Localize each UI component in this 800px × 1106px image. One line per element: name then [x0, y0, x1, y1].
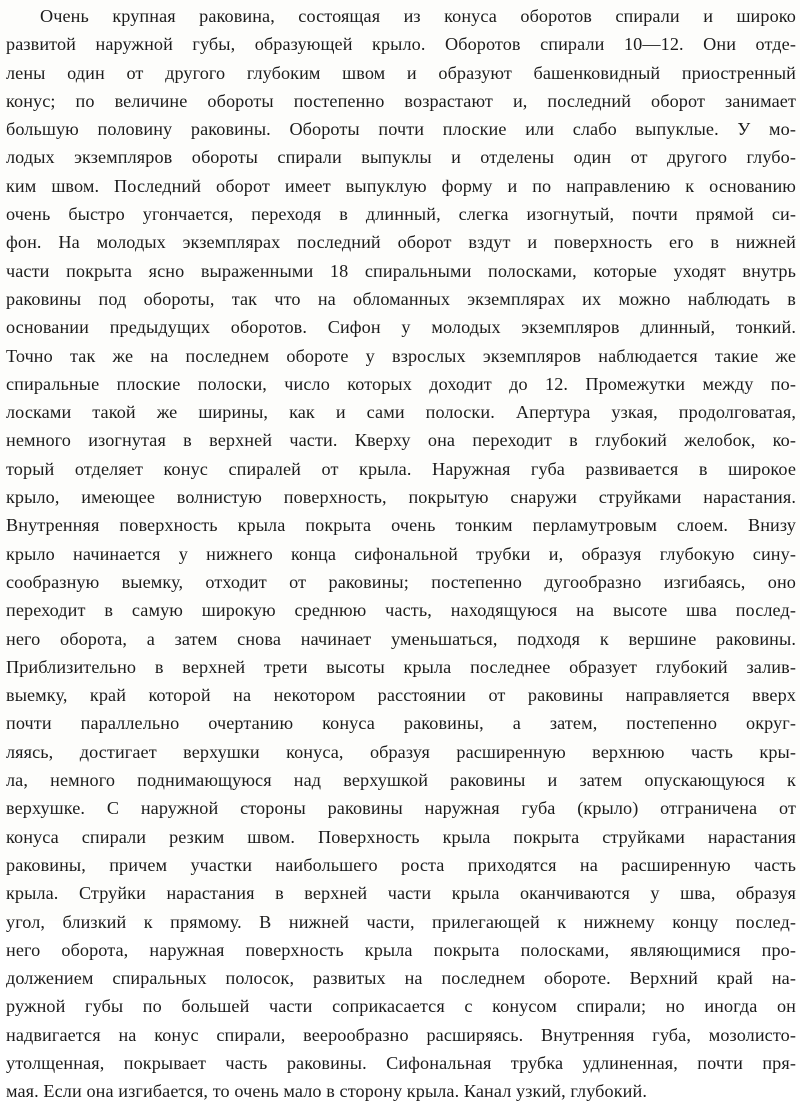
text-line-7: ким швом. Последний оборот имеет выпуклую форму и по направлению к основанию	[6, 175, 796, 196]
paragraph	[6, 2, 796, 1106]
text-line-11: раковины под обороты, так что на обломанных экземплярах их можно наблюдать в	[6, 288, 796, 309]
text-line-34: него оборота, наружная поверхность крыла покрыта полосками, являющимися про-	[6, 939, 796, 960]
text-line-33: угол, близкий к прямому. В нижней части, прилегающей к нижнему концу послед-	[6, 911, 796, 932]
text-line-39: мая. Если она изгибается, то очень мало в сторону крыла. Канал узкий, глубокий.	[6, 1081, 647, 1102]
text-line-12: основании предыдущих оборотов. Сифон у молодых экземпляров длинный, тонкий.	[6, 317, 796, 338]
text-line-16: немного изогнутая в верхней части. Кверху она переходит в глубокий желобок, ко-	[6, 430, 796, 451]
text-line-18: крыло, имеющее волнистую поверхность, покрытую снаружи струйками нарастания.	[6, 487, 796, 508]
text-line-25: выемку, край которой на некотором расстоянии от раковины направляется вверх	[6, 685, 796, 706]
text-line-26: почти параллельно очертанию конуса раковины, а затем, постепенно округ-	[6, 713, 796, 734]
text-line-38: утолщенная, покрывает часть раковины. Сифональная трубка удлиненная, почти пря-	[6, 1052, 796, 1073]
text-line-27: ляясь, достигает верхушки конуса, образуя расширенную верхнюю часть кры-	[6, 741, 796, 762]
text-line-29: верхушке. С наружной стороны раковины наружная губа (крыло) отграничена от	[6, 798, 796, 819]
text-line-31: раковины, причем участки наибольшего роста приходятся на расширенную часть	[6, 854, 796, 875]
text-line-36: ружной губы по большей части соприкасается с конусом спирали; но иногда он	[6, 996, 796, 1017]
text-line-1: Очень крупная раковина, состоящая из конуса оборотов спирали и широко	[40, 6, 796, 26]
text-line-14: спиральные плоские полоски, число которых доходит до 12. Промежутки между по-	[6, 373, 796, 394]
text-line-30: конуса спирали резким швом. Поверхность крыла покрыта струйками нарастания	[6, 826, 796, 847]
text-line-28: ла, немного поднимающуюся над верхушкой раковины и затем опускающуюся к	[6, 770, 796, 791]
text-line-15: лосками такой же ширины, как и сами полоски. Апертура узкая, продолговатая,	[6, 402, 796, 423]
text-line-21: сообразную выемку, отходит от раковины; постепенно дугообразно изгибаясь, оно	[6, 571, 796, 592]
text-line-20: крыло начинается у нижнего конца сифональной трубки и, образуя глубокую сину-	[6, 543, 796, 564]
text-line-8: очень быстро угончается, переходя в длинный, слегка изогнутый, почти прямой си-	[6, 204, 796, 225]
text-line-22: переходит в самую широкую среднюю часть, находящуюся на высоте шва послед-	[6, 600, 796, 621]
text-line-19: Внутренняя поверхность крыла покрыта очень тонким перламутровым слоем. Внизу	[6, 515, 796, 536]
text-line-35: должением спиральных полосок, развитых на последнем обороте. Верхний край на-	[6, 968, 796, 989]
text-line-4: конус; по величине обороты постепенно возрастают и, последний оборот занимает	[6, 90, 796, 111]
text-line-2: развитой наружной губы, образующей крыло. Оборотов спирали 10—12. Они отде-	[6, 34, 796, 55]
text-line-23: него оборота, а затем снова начинает уменьшаться, подходя к вершине раковины.	[6, 628, 796, 649]
text-line-3: лены один от другого глубоким швом и образуют башенковидный приостренный	[6, 62, 796, 83]
text-line-17: торый отделяет конус спиралей от крыла. Наружная губа развивается в широкое	[6, 458, 796, 479]
text-line-13: Точно так же на последнем обороте у взрослых экземпляров наблюдается такие же	[6, 345, 796, 366]
text-line-6: лодых экземпляров обороты спирали выпуклы и отделены один от другого глубо-	[6, 147, 796, 168]
text-line-37: надвигается на конус спирали, веерообразно расширяясь. Внутренняя губа, мозолисто-	[6, 1024, 796, 1045]
text-line-32: крыла. Струйки нарастания в верхней части крыла оканчиваются у шва, образуя	[6, 883, 796, 904]
text-line-10: части покрыта ясно выраженными 18 спиральными полосками, которые уходят внутрь	[6, 260, 796, 281]
text-line-24: Приблизительно в верхней трети высоты крыла последнее образует глубокий залив-	[6, 656, 796, 677]
text-line-5: большую половину раковины. Обороты почти плоские или слабо выпуклые. У мо-	[6, 119, 796, 140]
text-line-9: фон. На молодых экземплярах последний оборот вздут и поверхность его в нижней	[6, 232, 796, 253]
